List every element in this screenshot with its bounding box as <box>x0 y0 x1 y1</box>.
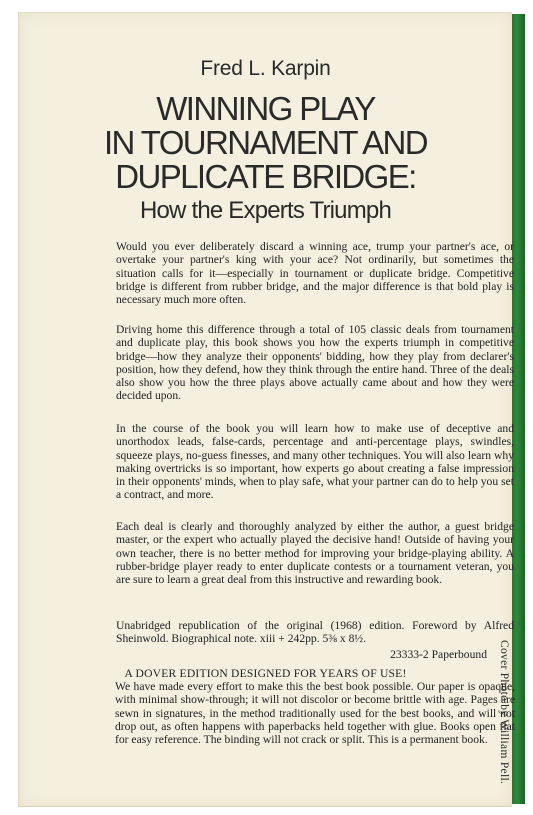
blurb-paragraph-4: Each deal is clearly and thoroughly analyzed by either the author, a guest bridge master, or the expert who actually played the decisive hand! Outside of having your own teacher, there is no better method for improving your bridge-playing ability. A rubber-bridge player ready to enter duplicate contests or a tournament veteran, you are sure to learn a great deal from this instructive and rewarding book. <box>116 520 514 587</box>
book-subtitle: How the Experts Triumph <box>139 197 392 224</box>
blurb-paragraph-3: In the course of the book you will learn how to make use of deceptive and unorthodox leads, false-cards, percentage and anti-percentage plays, swindles, squeeze plays, no-guess finesses, and many other techniques. You will also learn why making overtricks is so important, how experts go about creating a false impression in their opponents' minds, when to play safe, what your partner can do to help you set a contract, and more. <box>116 422 514 502</box>
author-name: Fred L. Karpin <box>200 57 331 80</box>
back-cover <box>18 12 515 807</box>
dover-statement: We have made every effort to make this the best book possible. Our paper is opaque, with minimal show-through; it will not discolor or become brittle with age. Pages are sewn in signatures, in the method traditionally used for the best books, and will not drop out, as often happens with paperbacks held together with glue. Books open flat for easy reference. The binding will not crack or split. This is a permanent book. <box>115 680 515 747</box>
cover-photo-credit: Cover Photo by William Pell. <box>498 640 510 785</box>
book-title-line-3: DUPLICATE BRIDGE: <box>115 158 416 195</box>
book-title-line-1: WINNING PLAY <box>156 90 375 127</box>
publication-details: Unabridged republication of the original (1968) edition. Foreword by Alfred Sheinwold. Biographical note. xiii + 242pp. 5⅜ x 8½. <box>116 619 514 646</box>
blurb-paragraph-1: Would you ever deliberately discard a winning ace, trump your partner's ace, or overtake your partner's king with your ace? Not ordinarily, but sometimes the situation calls for it—especially in tournament or duplicate bridge. Competitive bridge is different from rubber bridge, and the major difference is that bold play is necessary much more often. <box>116 240 514 307</box>
catalog-number: 23333-2 Paperbound <box>390 648 487 661</box>
book-title-line-2: IN TOURNAMENT AND <box>103 124 428 161</box>
dover-heading: A DOVER EDITION DESIGNED FOR YEARS OF USE! <box>124 667 407 680</box>
blurb-paragraph-2: Driving home this difference through a total of 105 classic deals from tournament and duplicate play, this book shows you how the experts triumph in competitive bridge—how they analyze their opponents' bidding, how they play from declarer's position, how they defend, how they think through the entire hand. Three of the deals also show you how the three plays above actually came about and how they were decided upon. <box>116 323 514 403</box>
